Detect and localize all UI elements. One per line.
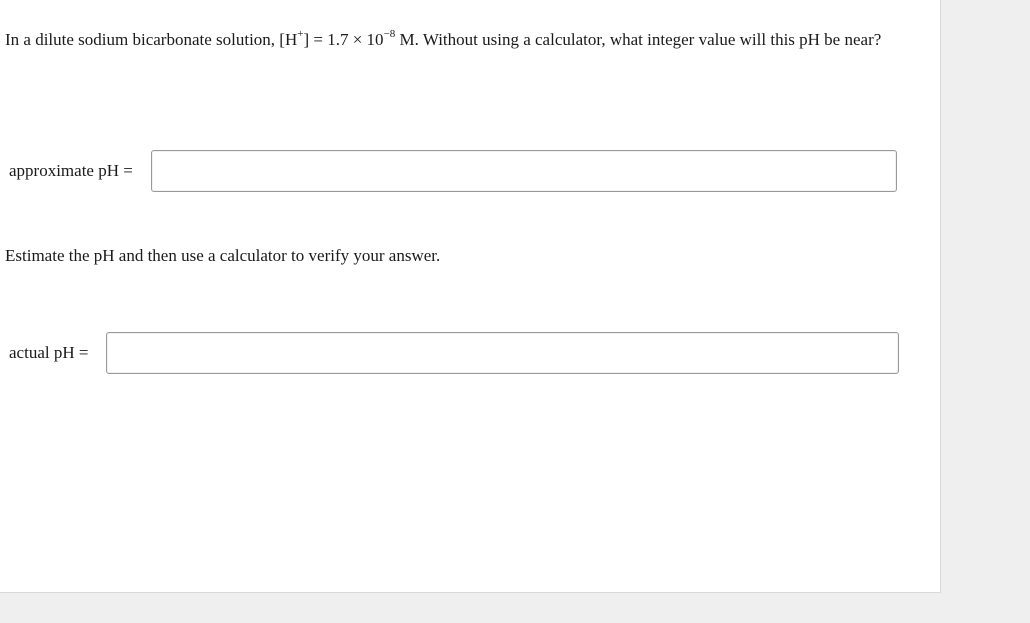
- actual-ph-input[interactable]: [106, 332, 899, 374]
- actual-ph-row: [9, 332, 899, 374]
- approximate-ph-input[interactable]: [151, 150, 897, 192]
- actual-ph-label: actual pH =: [9, 343, 89, 362]
- question-text-part-3: M. Without using a calculator, what integer value will this pH be near?: [395, 30, 882, 49]
- question-text-part-2: ] = 1.7 × 10: [303, 30, 384, 49]
- approximate-ph-label: approximate pH =: [9, 161, 133, 180]
- question-text-part-1: In a dilute sodium bicarbonate solution, [H: [5, 30, 298, 49]
- question-text: [5, 27, 910, 53]
- instruction-text: Estimate the pH and then use a calculator to verify your answer.: [5, 246, 441, 265]
- h-superscript: +: [297, 28, 304, 41]
- exponent-superscript: −8: [383, 28, 396, 41]
- approximate-ph-row: [9, 150, 897, 192]
